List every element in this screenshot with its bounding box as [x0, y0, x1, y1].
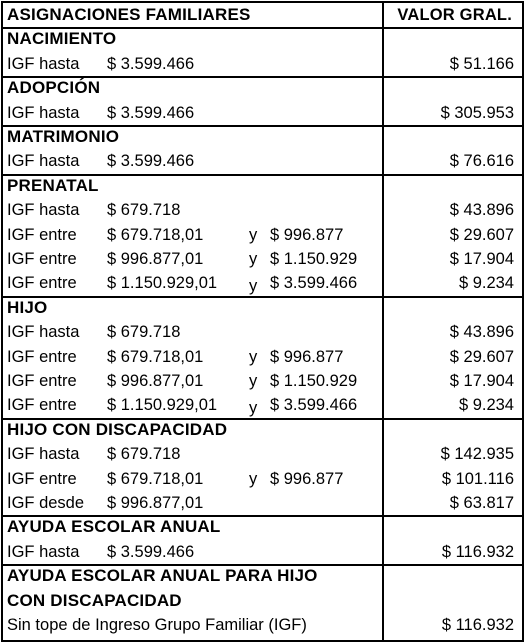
- row-connector: y: [249, 225, 258, 244]
- row-connector: y: [249, 469, 258, 488]
- row-value: $ 9.234: [458, 274, 514, 293]
- section-title-line2: CON DISCAPACIDAD: [7, 590, 182, 610]
- row-amount-from: $ 3.599.466: [107, 54, 195, 73]
- row-value: $ 101.116: [441, 469, 514, 488]
- row-amount-from: $ 3.599.466: [107, 152, 195, 171]
- row-amount-from: $ 996.877,01: [107, 372, 204, 390]
- row-amount-from: $ 3.599.466: [107, 103, 195, 122]
- row-connector: y: [249, 250, 258, 268]
- header-row: [3, 3, 522, 29]
- table-row: [3, 247, 522, 271]
- row-label: IGF entre: [7, 347, 77, 366]
- row-connector: y: [249, 372, 258, 390]
- row-connector: y: [249, 347, 258, 366]
- section-title-label: NACIMIENTO: [7, 29, 117, 49]
- row-value: $ 29.607: [449, 347, 514, 366]
- row-amount-from: $ 679.718: [107, 323, 181, 342]
- row-label: IGF hasta: [7, 152, 80, 171]
- row-value: $ 43.896: [449, 201, 514, 220]
- row-amount-from: $ 3.599.466: [107, 542, 195, 561]
- table-row: [3, 149, 522, 175]
- table-row: [3, 369, 522, 393]
- row-label: IGF hasta: [7, 103, 80, 122]
- row-label: IGF hasta: [7, 201, 80, 220]
- section-title: [3, 125, 522, 149]
- row-amount-from: $ 679.718,01: [107, 225, 204, 244]
- table-row: [3, 613, 522, 637]
- row-value: $ 29.607: [449, 225, 514, 244]
- section-title: [3, 564, 522, 588]
- row-label: IGF hasta: [7, 542, 80, 561]
- table-row: [3, 223, 522, 247]
- table-row: [3, 467, 522, 491]
- section-title-label: AYUDA ESCOLAR ANUAL: [7, 517, 221, 537]
- row-amount-to: $ 996.877: [270, 347, 344, 366]
- section-title-label: MATRIMONIO: [7, 127, 120, 146]
- section-title: [3, 589, 522, 613]
- section-title-label: ADOPCIÓN: [7, 78, 101, 98]
- row-value: $ 116.932: [441, 542, 514, 561]
- row-value: $ 43.896: [449, 323, 514, 342]
- section-title: [3, 418, 522, 442]
- row-amount-from: $ 679.718: [107, 201, 181, 220]
- section-title-label: HIJO: [7, 297, 48, 317]
- row-label: IGF hasta: [7, 54, 80, 73]
- row-value: $ 305.953: [440, 103, 514, 122]
- table-row: [3, 271, 522, 297]
- row-value: $ 17.904: [449, 250, 514, 268]
- row-label: IGF entre: [7, 225, 77, 244]
- row-label: IGF hasta: [7, 445, 80, 464]
- section-title-label: HIJO CON DISCAPACIDAD: [7, 419, 228, 439]
- table-row: [3, 52, 522, 78]
- row-label: IGF entre: [7, 274, 77, 293]
- row-amount-from: $ 1.150.929,01: [107, 396, 218, 415]
- row-label: IGF entre: [7, 250, 77, 268]
- section-title-label: PRENATAL: [7, 175, 99, 195]
- row-amount-from: $ 679.718,01: [107, 347, 204, 366]
- row-label: Sin tope de Ingreso Grupo Familiar (IGF): [7, 616, 307, 634]
- row-value: $ 9.234: [458, 396, 514, 415]
- section-title: [3, 76, 522, 100]
- table-row: [3, 345, 522, 369]
- row-value: $ 76.616: [449, 152, 514, 171]
- section-title-line1: AYUDA ESCOLAR ANUAL PARA HIJO: [7, 566, 318, 586]
- section-title: [3, 296, 522, 320]
- row-amount-to: $ 3.599.466: [270, 274, 358, 293]
- row-value: $ 63.817: [449, 494, 514, 512]
- row-label: IGF desde: [7, 494, 85, 512]
- table-row: [3, 491, 522, 517]
- row-connector: y: [249, 277, 258, 296]
- table-row: [3, 101, 522, 127]
- section-title: [3, 174, 522, 198]
- row-amount-from: $ 996.877,01: [107, 494, 204, 512]
- header-title: ASIGNACIONES FAMILIARES: [7, 5, 251, 24]
- row-amount-from: $ 679.718,01: [107, 469, 204, 488]
- row-connector: y: [249, 399, 258, 418]
- row-label: IGF hasta: [7, 323, 80, 342]
- row-amount-to: $ 1.150.929: [270, 250, 358, 268]
- table-row: [3, 320, 522, 344]
- row-amount-to: $ 3.599.466: [270, 396, 358, 415]
- section-title: [3, 515, 522, 539]
- row-amount-to: $ 996.877: [270, 469, 344, 488]
- section-title: [3, 27, 522, 51]
- row-value: $ 142.935: [440, 445, 514, 464]
- row-value: $ 51.166: [449, 54, 514, 73]
- table-row: [3, 198, 522, 222]
- row-label: IGF entre: [7, 372, 77, 390]
- row-label: IGF entre: [7, 396, 77, 415]
- asignaciones-table: [1, 1, 524, 642]
- header-value-column: VALOR GRAL.: [397, 6, 512, 24]
- row-amount-from: $ 996.877,01: [107, 250, 204, 268]
- table-row: [3, 442, 522, 466]
- row-amount-to: $ 1.150.929: [270, 372, 358, 390]
- row-amount-to: $ 996.877: [270, 225, 344, 244]
- row-value: $ 17.904: [449, 372, 514, 390]
- row-amount-from: $ 679.718: [107, 445, 181, 464]
- row-value: $ 116.932: [441, 616, 514, 634]
- row-amount-from: $ 1.150.929,01: [107, 274, 218, 293]
- table-row: [3, 540, 522, 566]
- row-label: IGF entre: [7, 469, 77, 488]
- table-row: [3, 393, 522, 419]
